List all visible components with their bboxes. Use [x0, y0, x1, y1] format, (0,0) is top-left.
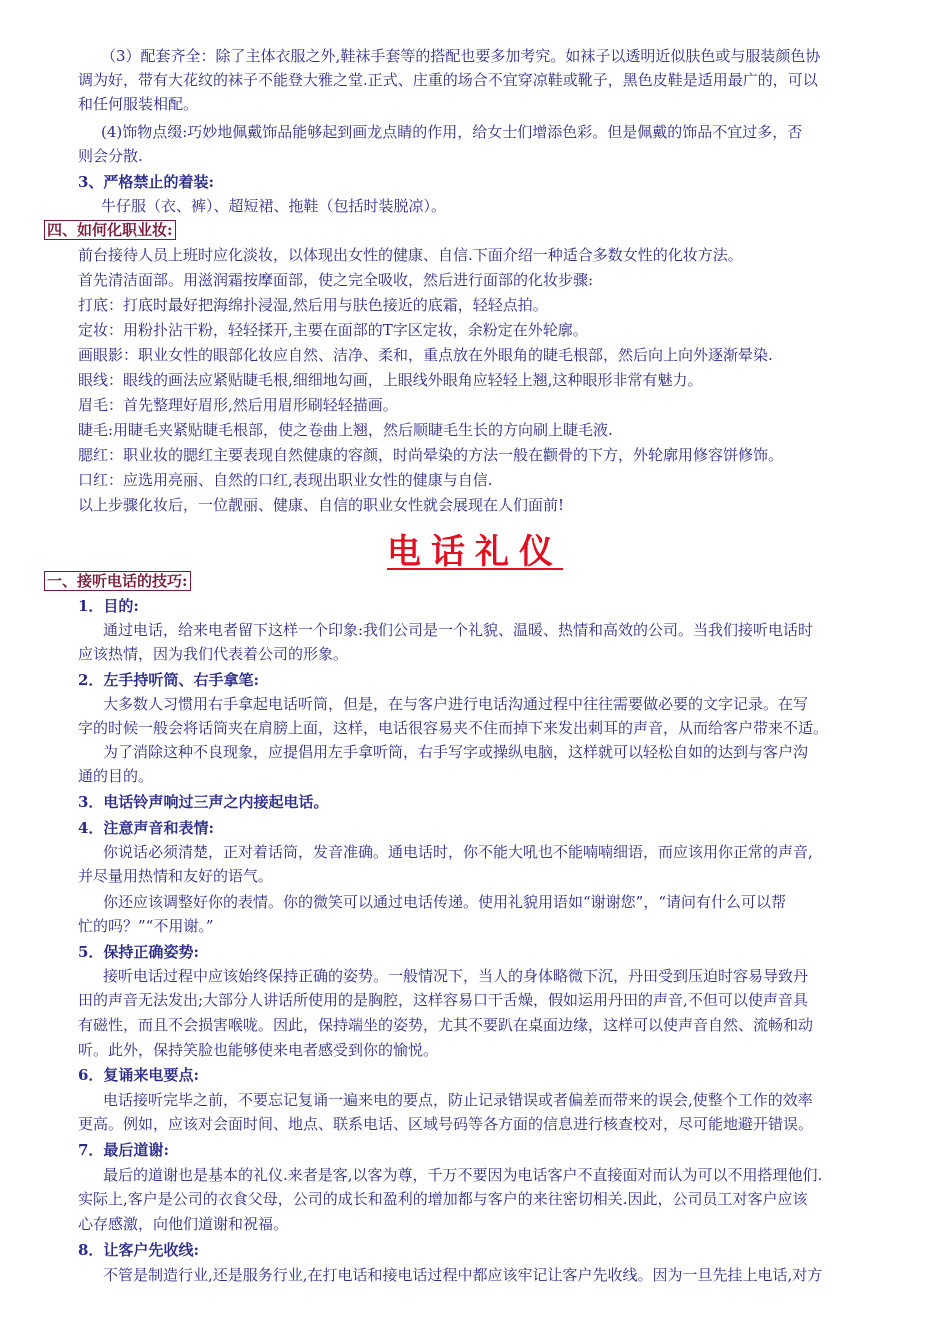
phone-tip-text: 实际上,客户是公司的衣食父母，公司的成长和盈利的增加都与客户的来往密切相关.因此，公司员工对客户应该 [78, 1190, 808, 1208]
phone-tip-text: 听。此外，保持笑脸也能够使来电者感受到你的愉悦。 [78, 1041, 439, 1059]
phone-tip-text: 忙的吗？”“不用谢。” [78, 917, 214, 935]
outfit-item-3-line-3: 和任何服装相配。 [78, 95, 199, 113]
phone-tip-text: 大多数人习惯用右手拿起电话听筒，但是，在与客户进行电话沟通过程中往往需要做必要的文字记录。在写 [103, 695, 809, 713]
makeup-line: 以上步骤化妆后，一位靓丽、健康、自信的职业女性就会展现在人们面前! [78, 496, 565, 514]
page-title: 电话礼仪 [387, 532, 563, 572]
phone-tip-heading: 7．最后道谢: [78, 1141, 169, 1159]
phone-tip-text: 接听电话过程中应该始终保持正确的姿势。一般情况下，当人的身体略微下沉，丹田受到压迫时容易导致丹 [103, 967, 809, 985]
phone-tip-text: 通的目的。 [78, 767, 154, 785]
makeup-line: 定妆：用粉扑沾干粉，轻轻揉开,主要在面部的T字区定妆，余粉定在外轮廓。 [78, 321, 588, 339]
makeup-line: 眉毛：首先整理好眉形,然后用眉形刷轻轻描画。 [78, 396, 398, 414]
phone-tip-text: 电话接听完毕之前，不要忘记复诵一遍来电的要点，防止记录错误或者偏差而带来的误会,使整个工作的效率 [103, 1091, 813, 1109]
phone-section-heading: 一、接听电话的技巧: [44, 571, 191, 591]
makeup-line: 画眼影：职业女性的眼部化妆应自然、洁净、柔和，重点放在外眼角的睫毛根部，然后向上向外逐渐晕染. [78, 346, 773, 364]
phone-tip-heading: 1．目的: [78, 597, 139, 615]
phone-tip-heading: 8．让客户先收线: [78, 1241, 199, 1259]
phone-tip-text: 通过电话，给来电者留下这样一个印象:我们公司是一个礼貌、温暖、热情和高效的公司。当我们接听电话时 [103, 621, 814, 639]
phone-tip-heading: 5．保持正确姿势: [78, 943, 199, 961]
banned-attire-text: 牛仔服（衣、裤）、超短裙、拖鞋（包括时装脱凉）。 [101, 197, 447, 215]
phone-tip-text: 田的声音无法发出;大部分人讲话所使用的是胸腔，这样容易口干舌燥，假如运用丹田的声音,不但可以使声音具 [78, 991, 808, 1009]
makeup-line: 腮红：职业妆的腮红主要表现自然健康的容颜，时尚晕染的方法一般在颧骨的下方，外轮廓用修容饼修饰。 [78, 446, 784, 464]
phone-tip-text: 并尽量用热情和友好的语气。 [78, 867, 274, 885]
outfit-item-3-line-2: 调为好，带有大花纹的袜子不能登大雅之堂.正式、庄重的场合不宜穿凉鞋或靴子，黑色皮鞋是适用最广的，可以 [78, 71, 818, 89]
phone-tip-text: 字的时候一般会将话筒夹在肩膀上面，这样，电话很容易夹不住而掉下来发出刺耳的声音，从而给客户带来不适。 [78, 719, 829, 737]
phone-tip-text: 你说话必须清楚，正对着话筒，发音准确。通电话时，你不能大吼也不能喃喃细语，而应该用你正常的声音, [103, 843, 813, 861]
phone-tip-heading: 3．电话铃声响过三声之内接起电话。 [78, 793, 329, 811]
phone-tip-text: 最后的道谢也是基本的礼仪.来者是客,以客为尊，千万不要因为电话客户不直接面对而认为可以不用搭理他们. [103, 1166, 823, 1184]
makeup-line: 眼线：眼线的画法应紧贴睫毛根,细细地勾画，上眼线外眼角应轻轻上翘,这种眼形非常有魅力。 [78, 371, 703, 389]
phone-tip-text: 心存感激，向他们道谢和祝福。 [78, 1215, 289, 1233]
phone-tip-heading: 4．注意声音和表情: [78, 819, 214, 837]
makeup-line: 口红：应选用亮丽、自然的口红,表现出职业女性的健康与自信. [78, 471, 493, 489]
phone-tip-text: 有磁性，而且不会损害喉咙。因此，保持端坐的姿势，尤其不要趴在桌面边缘，这样可以使声音自然、流畅和动 [78, 1016, 814, 1034]
phone-tip-heading: 2．左手持听筒、右手拿笔: [78, 671, 259, 689]
makeup-section-heading: 四、如何化职业妆: [44, 220, 176, 240]
makeup-line: 前台接待人员上班时应化淡妆，以体现出女性的健康、自信.下面介绍一种适合多数女性的化妆方法。 [78, 246, 743, 264]
phone-tip-text: 更高。例如，应该对会面时间、地点、联系电话、区域号码等各方面的信息进行核查校对，尽可能地避开错误。 [78, 1115, 814, 1133]
phone-tip-text: 不管是制造行业,还是服务行业,在打电话和接电话过程中都应该牢记让客户先收线。因为一旦先挂上电话,对方 [103, 1266, 823, 1284]
outfit-item-4-line-2: 则会分散. [78, 147, 143, 165]
makeup-line: 打底：打底时最好把海绵扑浸湿,然后用与肤色接近的底霜，轻轻点拍。 [78, 296, 548, 314]
makeup-line: 睫毛:用睫毛夹紧贴睫毛根部，使之卷曲上翘，然后顺睫毛生长的方向刷上睫毛液. [78, 421, 613, 439]
makeup-line: 首先清洁面部。用滋润霜按摩面部，使之完全吸收，然后进行面部的化妆步骤: [78, 271, 594, 289]
phone-tip-text: 为了消除这种不良现象，应提倡用左手拿听筒，右手写字或操纵电脑，这样就可以轻松自如的达到与客户沟 [103, 743, 809, 761]
banned-attire-heading: 3、严格禁止的着装: [78, 173, 214, 191]
phone-tip-text: 应该热情，因为我们代表着公司的形象。 [78, 645, 349, 663]
phone-tip-text: 你还应该调整好你的表情。你的微笑可以通过电话传递。使用礼貌用语如“谢谢您”，“请问有什么可以帮 [103, 893, 787, 911]
outfit-item-3-line-1: （3）配套齐全：除了主体衣服之外,鞋袜手套等的搭配也要多加考究。如袜子以透明近似肤色或与服装颜色协 [101, 47, 821, 65]
phone-tip-heading: 6．复诵来电要点: [78, 1066, 199, 1084]
outfit-item-4-line-1: (4)饰物点缀:巧妙地佩戴饰品能够起到画龙点睛的作用，给女士们增添色彩。但是佩戴的饰品不宜过多，否 [101, 123, 803, 141]
